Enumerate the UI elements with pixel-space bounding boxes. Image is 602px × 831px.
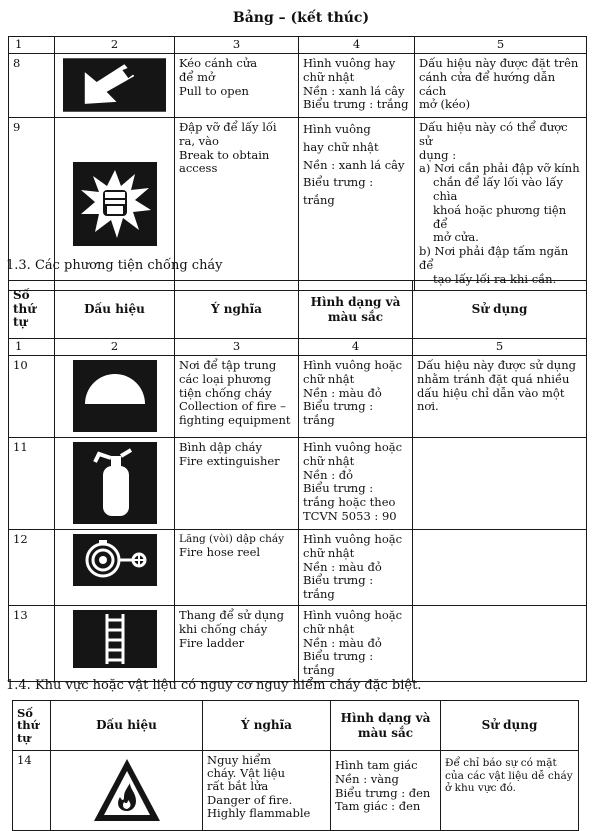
header-row	[13, 701, 579, 751]
row-number: 13	[9, 605, 55, 681]
meaning-line: Lăng (vòi) dập cháy	[179, 533, 285, 545]
table-row	[9, 54, 587, 118]
table-fire-equipment-signs	[8, 280, 587, 682]
table-emergency-exit-signs	[8, 36, 587, 291]
shape-line: Hình vuông hoặc	[303, 607, 403, 622]
shape-line: Nền : đỏ	[303, 467, 354, 482]
meaning-line: Nguy hiểm	[207, 753, 272, 767]
meaning-cell	[175, 530, 299, 606]
shape-line: chữ nhật	[303, 69, 355, 84]
usage-line: a) Nơi cần phải đập vỡ kính	[419, 161, 580, 176]
meaning-line: Bình dập cháy	[179, 440, 263, 454]
meaning-cell	[175, 356, 299, 438]
meaning-line: Nơi để tập trung	[179, 358, 277, 372]
shape-line: chữ nhật	[303, 371, 355, 386]
meaning-line: các loại phương	[179, 371, 272, 386]
shape-line: Biểu trưng : trắng	[303, 649, 374, 678]
shape-line: Nền : vàng	[335, 771, 399, 786]
row-number: 10	[9, 356, 55, 438]
shape-line: Biểu trưng :	[303, 399, 374, 414]
meaning-line: Thang để sử dụng	[179, 607, 284, 622]
usage-cell	[441, 751, 579, 831]
sign-cell	[55, 356, 175, 438]
header-no-line: tự	[13, 315, 28, 330]
shape-line: Hình vuông hoặc	[303, 440, 403, 454]
header-no	[13, 701, 51, 751]
table-row	[9, 438, 587, 530]
col-number: 4	[299, 339, 413, 356]
fire-ladder-icon	[73, 610, 157, 668]
fire-danger-triangle-icon	[92, 757, 162, 823]
usage-line: b) Nơi phải đập tấm ngăn để	[419, 244, 569, 272]
table-row	[9, 530, 587, 606]
meaning-cell	[175, 54, 299, 118]
meaning-line: Fire extinguisher	[179, 453, 280, 468]
fire-equipment-dome-icon	[73, 360, 157, 432]
header-no-line: Số	[13, 287, 30, 302]
row-number: 9	[9, 118, 55, 291]
header-meaning: Ý nghĩa	[203, 701, 331, 751]
shape-line: Hình vuông hay	[303, 56, 396, 70]
meaning-cell	[175, 438, 299, 530]
meaning-cell	[175, 605, 299, 681]
meaning-line: ra, vào	[179, 133, 219, 148]
shape-cell	[331, 751, 441, 831]
header-row	[9, 281, 587, 339]
usage-line: dụng :	[419, 147, 457, 162]
shape-line: chữ nhật	[303, 453, 355, 468]
meaning-line: để mở	[179, 69, 215, 84]
shape-cell	[299, 356, 413, 438]
header-sign: Dấu hiệu	[51, 701, 203, 751]
shape-line: chữ nhật	[303, 545, 355, 560]
usage-cell	[413, 438, 587, 530]
usage-line: Dấu hiệu này được đặt trên	[419, 56, 579, 70]
usage-line: dấu hiệu chỉ dẫn vào một nơi.	[417, 385, 565, 414]
meaning-line: Fire hose reel	[179, 544, 261, 559]
shape-line: Hình vuông hoặc	[303, 358, 403, 372]
header-shape	[299, 281, 413, 339]
col-number: 4	[299, 37, 415, 54]
usage-line: mở cửa.	[433, 230, 479, 245]
usage-line: nhằm tránh đặt quá nhiều	[417, 371, 570, 386]
table-row	[9, 356, 587, 438]
col-number: 3	[175, 339, 299, 356]
meaning-line: Fire ladder	[179, 635, 245, 650]
page-title: Bảng – (kết thúc)	[232, 10, 370, 26]
shape-line: trắng	[303, 413, 335, 428]
sign-cell	[55, 530, 175, 606]
header-no-line: thứ	[17, 718, 40, 733]
pull-to-open-arrow-icon	[63, 58, 166, 112]
shape-cell	[299, 118, 415, 291]
sign-cell	[51, 751, 203, 831]
usage-line: của các vật liệu dễ cháy	[445, 769, 573, 782]
meaning-line: rất bắt lửa	[207, 779, 269, 794]
usage-line: Để chỉ báo sự có mặt	[445, 757, 557, 769]
usage-cell	[413, 356, 587, 438]
break-glass-fist-icon	[73, 162, 157, 246]
header-no-line: Số	[17, 705, 33, 720]
shape-cell	[299, 438, 413, 530]
col-number: 5	[415, 37, 587, 54]
shape-line: Biểu trưng :	[303, 481, 374, 496]
table-flammable-area-signs	[12, 700, 579, 831]
meaning-line: Break to obtain	[179, 147, 270, 162]
row-number: 11	[9, 438, 55, 530]
row-number: 14	[13, 751, 51, 831]
meaning-line: cháy. Vật liệu	[207, 766, 285, 781]
usage-line: khoá hoặc phương tiện để	[433, 202, 567, 231]
row-number: 8	[9, 54, 55, 118]
table-row	[13, 751, 579, 831]
table-row	[9, 605, 587, 681]
shape-line: Nền : xanh lá cây	[303, 83, 405, 98]
usage-line: chắn để lấy lối vào lấy chìa	[433, 175, 563, 203]
shape-line: Biểu trưng : trắng	[303, 97, 409, 112]
shape-cell	[299, 54, 415, 118]
meaning-line: access	[179, 161, 218, 176]
header-shape-line: màu sắc	[327, 309, 384, 324]
section-heading-fire-equipment: 1.3. Các phương tiện chống cháy	[6, 258, 223, 273]
header-no	[9, 281, 55, 339]
shape-line: Tam giác : đen	[335, 799, 421, 814]
shape-line: Hình vuông	[303, 122, 371, 136]
usage-line: Dấu hiệu này có thể được sử	[419, 120, 568, 148]
shape-line: Biểu trưng : trắng	[303, 573, 374, 602]
header-no-line: thứ	[13, 301, 36, 316]
header-shape-line: màu sắc	[357, 725, 414, 740]
usage-line: Dấu hiệu này được sử dụng	[417, 358, 576, 372]
meaning-line: fighting equipment	[179, 413, 291, 428]
sign-cell	[55, 438, 175, 530]
shape-line: Nền : màu đỏ	[303, 559, 382, 574]
row-number: 12	[9, 530, 55, 606]
usage-line: ở khu vực đó.	[445, 782, 516, 795]
meaning-line: Pull to open	[179, 83, 249, 98]
usage-cell	[413, 605, 587, 681]
header-shape	[331, 701, 441, 751]
shape-line: trắng	[303, 193, 335, 208]
meaning-line: Highly flammable	[207, 805, 311, 820]
meaning-line: Đập vỡ để lấy lối	[179, 120, 277, 134]
sign-cell	[55, 605, 175, 681]
shape-line: chữ nhật	[303, 621, 355, 636]
fire-hose-reel-icon	[73, 534, 157, 586]
usage-line: tạo lấy lối ra khi cần.	[433, 271, 557, 286]
sign-cell	[55, 54, 175, 118]
shape-line: Nền : màu đỏ	[303, 385, 382, 400]
meaning-line: Danger of fire.	[207, 792, 293, 807]
shape-line: Nền : xanh lá cây	[303, 157, 405, 172]
usage-line: cánh cửa để hướng dẫn cách	[419, 69, 556, 98]
section-heading-flammable-areas: 1.4. Khu vực hoặc vật liệu có nguy cơ nguy hiểm cháy đặc biệt.	[6, 678, 422, 693]
shape-line: trắng hoặc theo	[303, 495, 396, 510]
header-meaning: Ý nghĩa	[175, 281, 299, 339]
header-usage: Sử dụng	[441, 701, 579, 751]
shape-line: Nền : màu đỏ	[303, 635, 382, 650]
fire-extinguisher-icon	[73, 442, 157, 524]
header-no-line: tự	[17, 730, 31, 745]
shape-line: Hình tam giác	[335, 758, 418, 772]
meaning-line: Collection of fire –	[179, 399, 286, 414]
shape-line: Biểu trưng :	[303, 175, 374, 190]
col-number: 3	[175, 37, 299, 54]
shape-line: TCVN 5053 : 90	[303, 508, 397, 523]
col-number: 2	[55, 339, 175, 356]
shape-line: hay chữ nhật	[303, 139, 379, 154]
meaning-cell	[203, 751, 331, 831]
header-usage: Sử dụng	[413, 281, 587, 339]
col-number: 1	[9, 339, 55, 356]
shape-line: Biểu trưng : đen	[335, 785, 431, 800]
meaning-line: Kéo cánh cửa	[179, 56, 258, 70]
usage-cell	[415, 54, 587, 118]
shape-cell	[299, 530, 413, 606]
usage-cell	[415, 118, 587, 291]
header-shape-line: Hình dạng và	[340, 711, 431, 726]
header-sign: Dấu hiệu	[55, 281, 175, 339]
meaning-line: tiện chống cháy	[179, 385, 272, 400]
col-number: 5	[413, 339, 587, 356]
shape-line: Hình vuông hoặc	[303, 532, 403, 546]
shape-cell	[299, 605, 413, 681]
col-number: 2	[55, 37, 175, 54]
usage-line: mở (kéo)	[419, 97, 471, 112]
usage-cell	[413, 530, 587, 606]
header-shape-line: Hình dạng và	[310, 295, 401, 310]
column-number-row	[9, 37, 587, 54]
meaning-line: khi chống cháy	[179, 621, 268, 636]
column-number-row	[9, 339, 587, 356]
col-number: 1	[9, 37, 55, 54]
